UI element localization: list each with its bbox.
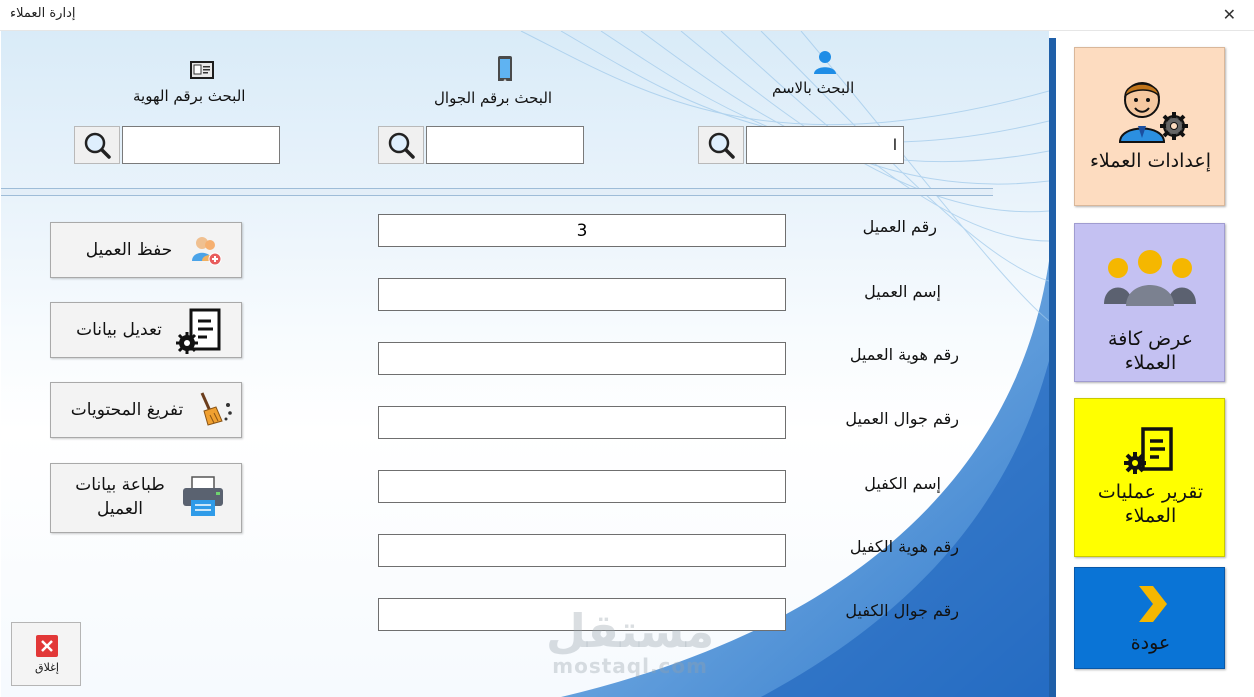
clear-contents-button[interactable]: [50, 382, 242, 438]
report-settings-icon: [1123, 427, 1179, 477]
print-label-line2: العميل: [97, 499, 143, 519]
report-label-line1: تقرير عمليات: [1097, 481, 1204, 503]
show-all-label-line2: العملاء: [1124, 352, 1177, 374]
printer-icon: [180, 474, 226, 520]
magnifier-icon: [699, 127, 743, 163]
id-card-icon: [189, 57, 215, 83]
guarantor-name-field[interactable]: [378, 470, 786, 503]
magnifier-icon: [75, 127, 119, 163]
customer-id-field[interactable]: [378, 342, 786, 375]
customer-name-label: إسم العميل: [864, 282, 941, 301]
customer-mobile-field[interactable]: [378, 406, 786, 439]
customer-number-label: رقم العميل: [862, 217, 937, 236]
save-customer-label: حفظ العميل: [85, 240, 173, 260]
mobile-phone-icon: [492, 55, 518, 81]
edit-data-button[interactable]: [50, 302, 242, 358]
search-by-name-button[interactable]: [698, 126, 744, 164]
main-panel: [1, 31, 1049, 697]
search-by-name-input[interactable]: [746, 126, 904, 164]
clear-contents-label: تفريغ المحتويات: [70, 400, 184, 420]
customer-mobile-label: رقم جوال العميل: [845, 409, 959, 428]
section-separator: [1, 188, 993, 196]
watermark: [546, 604, 715, 678]
chevron-right-icon: [1133, 584, 1169, 624]
close-form-button[interactable]: [11, 622, 81, 686]
customer-number-field[interactable]: [378, 214, 786, 247]
customers-group-icon: [1102, 248, 1198, 308]
window-close-icon[interactable]: ✕: [1222, 5, 1236, 24]
user-settings-icon: [1112, 74, 1192, 146]
watermark-arabic: مستقل: [546, 604, 715, 658]
customer-settings-button[interactable]: [1074, 47, 1225, 206]
customer-operations-report-button[interactable]: [1074, 398, 1225, 557]
window-titlebar: [0, 0, 1254, 31]
guarantor-name-label: إسم الكفيل: [864, 474, 941, 493]
search-by-mobile-input[interactable]: [426, 126, 584, 164]
user-icon: [812, 49, 838, 75]
report-label-line2: العملاء: [1124, 505, 1177, 527]
print-customer-button[interactable]: [50, 463, 242, 533]
guarantor-id-label: رقم هوية الكفيل: [849, 537, 959, 556]
vertical-scrollbar[interactable]: [1049, 38, 1056, 697]
customer-name-field[interactable]: [378, 278, 786, 311]
search-by-id-input[interactable]: [122, 126, 280, 164]
search-by-id-label: البحث برقم الهوية: [133, 87, 246, 105]
show-all-customers-button[interactable]: [1074, 223, 1225, 382]
save-customer-button[interactable]: [50, 222, 242, 278]
broom-icon: [196, 391, 234, 429]
customer-id-label: رقم هوية العميل: [849, 345, 959, 364]
back-button[interactable]: [1074, 567, 1225, 669]
search-by-mobile-label: البحث برقم الجوال: [434, 89, 553, 107]
edit-data-label: تعديل بيانات: [76, 320, 162, 340]
window-title: إدارة العملاء: [10, 6, 76, 21]
watermark-latin: mostaql.com: [552, 654, 708, 678]
document-settings-icon: [173, 307, 225, 355]
close-form-label: إغلاق: [35, 661, 59, 674]
customer-settings-label: إعدادات العملاء: [1089, 150, 1212, 172]
search-by-name-label: البحث بالاسم: [772, 79, 855, 97]
back-label: عودة: [1130, 632, 1171, 654]
close-icon: [36, 635, 58, 657]
guarantor-mobile-label: رقم جوال الكفيل: [845, 601, 959, 620]
add-users-icon: [189, 233, 223, 267]
search-by-mobile-button[interactable]: [378, 126, 424, 164]
guarantor-id-field[interactable]: [378, 534, 786, 567]
print-label-line1: طباعة بيانات: [75, 475, 165, 495]
show-all-label-line1: عرض كافة: [1108, 328, 1193, 350]
magnifier-icon: [379, 127, 423, 163]
search-by-id-button[interactable]: [74, 126, 120, 164]
